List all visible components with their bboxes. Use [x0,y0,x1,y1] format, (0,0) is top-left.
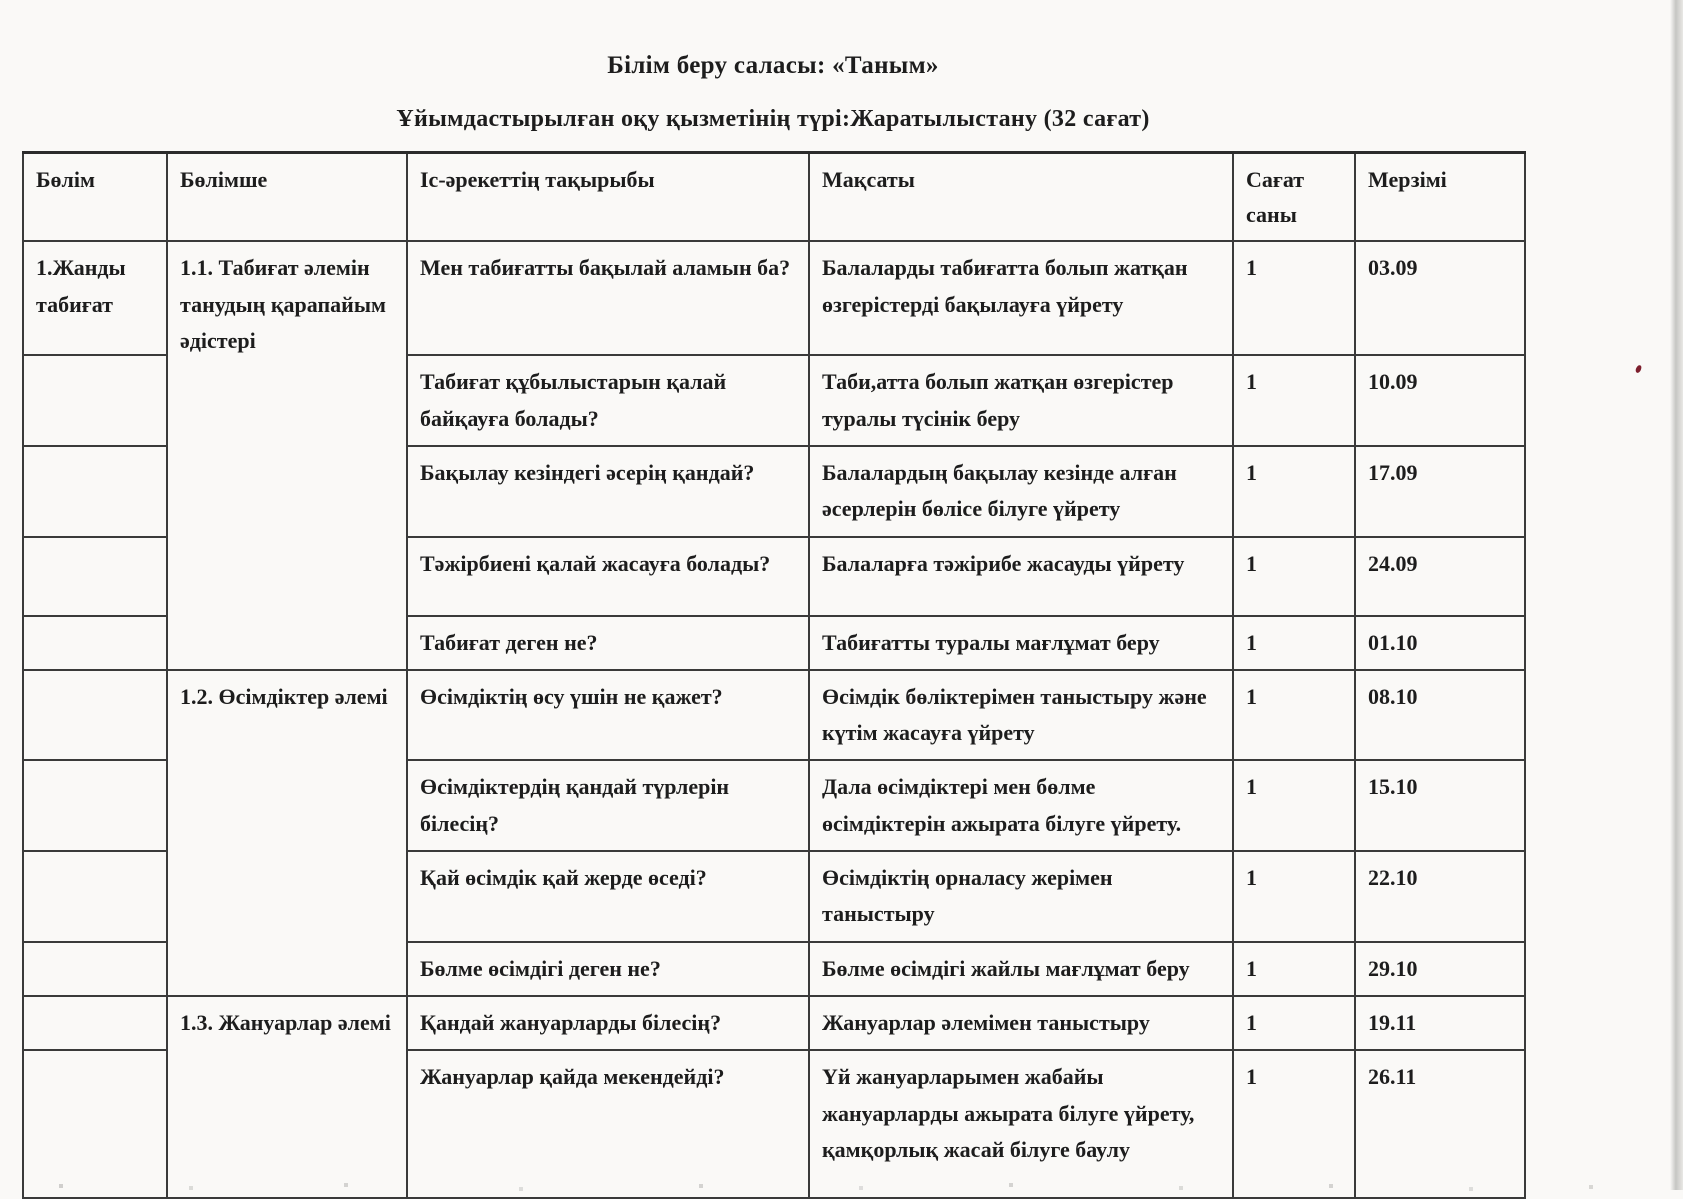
cell-hours: 1 [1233,241,1355,355]
lesson-plan-table [22,151,1526,1199]
table-header-row [23,153,1525,242]
cell-date: 26.11 [1355,1050,1525,1198]
document-subtitle: Ұйымдастырылған оқу қызметінің түрі:Жаратылыстану (32 сағат) [396,106,1150,132]
cell-date: 01.10 [1355,616,1525,670]
cell-goal: Жануарлар әлемімен таныстыру [809,996,1233,1050]
cell-hours: 1 [1233,760,1355,851]
cell-date: 08.10 [1355,670,1525,761]
cell-topic: Қандай жануарларды білесің? [407,996,809,1050]
cell-bolim-empty [23,851,167,942]
table-row [23,996,1525,1050]
cell-topic: Бақылау кезіндегі әсерің қандай? [407,446,809,537]
header-date: Мерзімі [1355,153,1525,242]
header-bolimshe: Бөлімше [167,153,407,242]
cell-bolim-empty [23,537,167,616]
table-row [23,670,1525,761]
scan-bottom-noise [0,1182,2,1184]
cell-goal: Балаларға тәжірибе жасауды үйрету [809,537,1233,616]
cell-goal: Дала өсімдіктері мен бөлме өсімдіктерін ажырата білуге үйрету. [809,760,1233,851]
cell-goal: Табиғатты туралы мағлұмат беру [809,616,1233,670]
cell-bolim-empty [23,942,167,996]
cell-topic: Тәжірбиені қалай жасауға болады? [407,537,809,616]
cell-goal: Бөлме өсімдігі жайлы мағлұмат беру [809,942,1233,996]
cell-topic: Жануарлар қайда мекендейді? [407,1050,809,1198]
cell-topic: Мен табиғатты бақылай аламын ба? [407,241,809,355]
cell-topic: Өсімдіктердің қандай түрлерін білесің? [407,760,809,851]
cell-hours: 1 [1233,616,1355,670]
cell-bolimshe: 1.2. Өсімдіктер әлемі [167,670,407,996]
cell-topic: Табиғат деген не? [407,616,809,670]
cell-date: 22.10 [1355,851,1525,942]
document-header [22,0,1524,133]
cell-bolim-empty [23,355,167,446]
cell-hours: 1 [1233,996,1355,1050]
cell-hours: 1 [1233,1050,1355,1198]
scanner-edge-shadow [1670,0,1683,1190]
cell-bolim-empty [23,996,167,1050]
cell-date: 24.09 [1355,537,1525,616]
header-topic: Іс-әрекеттің тақырыбы [407,153,809,242]
cell-date: 19.11 [1355,996,1525,1050]
cell-bolim-empty [23,760,167,851]
cell-topic: Табиғат құбылыстарын қалай байқауға болады? [407,355,809,446]
cell-goal: Балаларды табиғатта болып жатқан өзгерістерді бақылауға үйрету [809,241,1233,355]
cell-hours: 1 [1233,851,1355,942]
cell-topic: Өсімдіктің өсу үшін не қажет? [407,670,809,761]
header-hours: Сағат саны [1233,153,1355,242]
cell-hours: 1 [1233,670,1355,761]
cell-bolim-empty [23,616,167,670]
cell-hours: 1 [1233,942,1355,996]
cell-date: 10.09 [1355,355,1525,446]
cell-topic: Бөлме өсімдігі деген не? [407,942,809,996]
cell-hours: 1 [1233,537,1355,616]
cell-bolimshe: 1.3. Жануарлар әлемі [167,996,407,1198]
cell-topic: Қай өсімдік қай жерде өседі? [407,851,809,942]
cell-goal: Балалардың бақылау кезінде алған әсерлерін бөлісе білуге үйрету [809,446,1233,537]
cell-date: 03.09 [1355,241,1525,355]
cell-goal: Таби,атта болып жатқан өзгерістер туралы түсінік беру [809,355,1233,446]
table-row [23,241,1525,355]
cell-goal: Үй жануарларымен жабайы жануарларды ажырата білуге үйрету, қамқорлық жасай білуге баулу [809,1050,1233,1198]
scan-artifact-red-speck [1635,364,1642,373]
cell-date: 17.09 [1355,446,1525,537]
cell-date: 29.10 [1355,942,1525,996]
cell-goal: Өсімдіктің орналасу жерімен таныстыру [809,851,1233,942]
cell-bolim: 1.Жанды табиғат [23,241,167,355]
cell-goal: Өсімдік бөліктерімен таныстыру және күтім жасауға үйрету [809,670,1233,761]
header-goal: Мақсаты [809,153,1233,242]
cell-bolim-empty [23,1050,167,1198]
header-bolim: Бөлім [23,153,167,242]
cell-bolimshe: 1.1. Табиғат әлемін танудың қарапайым әдістері [167,241,407,669]
cell-hours: 1 [1233,446,1355,537]
document-title: Білім беру саласы: «Таным» [607,52,939,79]
cell-date: 15.10 [1355,760,1525,851]
cell-bolim-empty [23,446,167,537]
cell-hours: 1 [1233,355,1355,446]
cell-bolim-empty [23,670,167,761]
